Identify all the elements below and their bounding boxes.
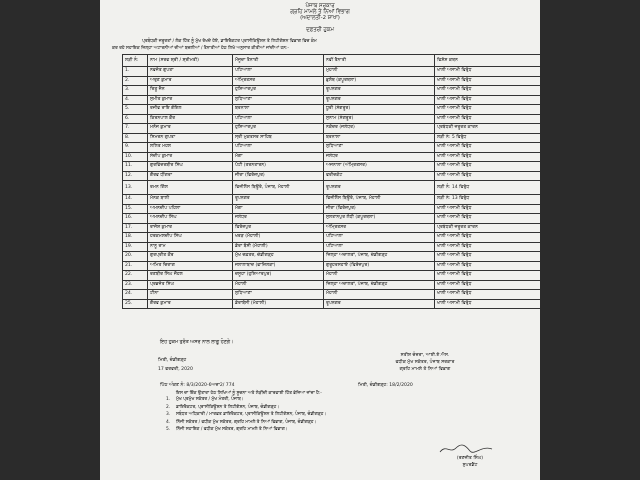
signatory-name: ਸਤੀਸ਼ ਚੰਦਰਾ, ਆਈ.ਏ.ਐਸ. — [400, 353, 450, 358]
cell-name: ਰਿਤੂ ਜੈਨ — [148, 86, 233, 96]
cell-name: ਅਮਨਦੀਪ ਪਹਿਲਾ — [148, 204, 233, 214]
document-page — [100, 0, 540, 480]
cell-new-posting: ਮੋਹਾਲੀ — [324, 271, 435, 281]
place-date-block — [158, 356, 193, 374]
cell-new-posting: ਨਕੋਦਰ (ਜਲੰਧਰ) — [324, 124, 435, 134]
list-item-number: 1. — [166, 397, 171, 402]
cell-remarks: ਪ੍ਰਬੰਧਕੀ ਜਰੂਰਤ ਕਾਰਨ — [435, 124, 541, 134]
cell-name: ਟੀਨਾ — [148, 290, 233, 300]
cell-new-posting: ਜਿਲ੍ਹਾ ਅਦਾਲਤਾਂ, ਪੰਜਾਬ, ਚੰਡੀਗੜ੍ਹ — [324, 252, 435, 262]
table-row — [123, 252, 541, 262]
cell-new-posting: ਅੰਮ੍ਰਿਤਸਰ — [324, 223, 435, 233]
table-header-row — [123, 55, 541, 67]
cell-current-posting: ਰੂਪਨਗਰ — [233, 195, 324, 205]
department-title: ਗ੍ਰਹਿ ਮਾਮਲੇ ਤੇ ਨਿਆਂ ਵਿਭਾਗ — [290, 9, 350, 15]
cell-serial: 16. — [123, 214, 148, 224]
order-note: ਇਹ ਹੁਕਮ ਤੁਰੰਤ ਅਸਰ ਨਾਲ ਲਾਗੂ ਹੋਣਗੇ। — [160, 340, 234, 345]
cell-name: ਸਿਮਰਨ ਗੁਪਤਾ — [148, 133, 233, 143]
order-heading: ਦਫ਼ਤਰੀ ਹੁਕਮ — [306, 27, 334, 33]
list-item-text: ਸਬੰਧਤ ਅਧਿਕਾਰੀ / ਮਾਰਫ਼ਤ ਡਾਇਰੈਕਟਰ, ਪ੍ਰਾਸੀਕਿਊਸ਼ਨ ਤੇ ਲਿਟੀਗੇਸ਼ਨ, ਪੰਜਾਬ, ਚੰਡੀਗੜ੍ਹ। — [176, 412, 327, 417]
table-row — [123, 86, 541, 96]
cell-remarks: ਖਾਲੀ ਅਸਾਮੀ ਵਿਰੁੱਧ — [435, 143, 541, 153]
cell-name: ਰਣਬੀਰ ਸਿੰਘ ਜੌਹਲ — [148, 271, 233, 281]
cell-name: ਨਾਨੂ ਰਾਮ — [148, 242, 233, 252]
cell-current-posting: ਹੁਸ਼ਿਆਰਪੁਰ — [233, 124, 324, 134]
cell-serial: 19. — [123, 242, 148, 252]
cell-current-posting: ਮੋਹਾਲੀ — [233, 280, 324, 290]
cell-remarks: ਖਾਲੀ ਅਸਾਮੀ ਵਿਰੁੱਧ — [435, 76, 541, 86]
cell-remarks: ਖਾਲੀ ਅਸਾਮੀ ਵਿਰੁੱਧ — [435, 204, 541, 214]
cell-current-posting: ਹੁਸ਼ਿਆਰਪੁਰ — [233, 86, 324, 96]
header-remarks: ਵਿਸ਼ੇਸ਼ ਕਥਨ — [435, 55, 541, 67]
table-row — [123, 195, 541, 205]
cell-remarks: ਖਾਲੀ ਅਸਾਮੀ ਵਿਰੁੱਧ — [435, 299, 541, 309]
cell-current-posting: ਮੋਗਾ — [233, 204, 324, 214]
header-current-posting: ਮੌਜੂਦਾ ਤੈਨਾਤੀ — [233, 55, 324, 67]
cell-remarks: ਖਾਲੀ ਅਸਾਮੀ ਵਿਰੁੱਧ — [435, 280, 541, 290]
cell-name: ਸੰਦੀਪ ਕੁਮਾਰ — [148, 152, 233, 162]
cell-serial: 8. — [123, 133, 148, 143]
table-row — [123, 114, 541, 124]
intro-paragraph — [112, 38, 528, 52]
cell-serial: 21. — [123, 261, 148, 271]
cell-new-posting: ਅਜਨਾਲਾ (ਅੰਮ੍ਰਿਤਸਰ) — [324, 162, 435, 172]
cell-serial: 13. — [123, 181, 148, 195]
cell-name: ਅਮਨਦੀਪ ਸਿੰਘ — [148, 214, 233, 224]
list-item — [166, 426, 326, 434]
table-row — [123, 214, 541, 224]
table-row — [123, 143, 541, 153]
superintendent-block — [430, 455, 510, 469]
cell-remarks: ਖਾਲੀ ਅਸਾਮੀ ਵਿਰੁੱਧ — [435, 95, 541, 105]
cell-name: ਪ੍ਰਭਜੋਤ ਸਿੰਘ — [148, 280, 233, 290]
cell-remarks: ਖਾਲੀ ਅਸਾਮੀ ਵਿਰੁੱਧ — [435, 86, 541, 96]
cell-remarks: ਖਾਲੀ ਅਸਾਮੀ ਵਿਰੁੱਧ — [435, 162, 541, 172]
table-row — [123, 299, 541, 309]
endorsement-date: ਮਿਤੀ, ਚੰਡੀਗੜ੍ਹ: 18/2/2020 — [358, 383, 413, 388]
cell-name: ਰਜੀਵ ਰਾਇ ਗੋਇਲ — [148, 105, 233, 115]
cell-name: ਗੌਰਵ ਧੀਂਗਰਾ — [148, 171, 233, 181]
copy-intro: ਇਸ ਦਾ ਇੱਕ ਉਤਾਰਾ ਹੇਠ ਲਿਖਿਆਂ ਨੂੰ ਸੂਚਨਾ ਅਤੇ ਲੋੜੀਂਦੀ ਕਾਰਵਾਈ ਹਿੱਤ ਭੇਜਿਆ ਜਾਂਦਾ ਹੈ:- — [176, 391, 322, 396]
list-item-text: ਨਿੱਜੀ ਸਕੱਤਰ / ਵਧੀਕ ਮੁੱਖ ਸਕੱਤਰ, ਗ੍ਰਹਿ ਮਾਮਲੇ ਤੇ ਨਿਆਂ ਵਿਭਾਗ, ਪੰਜਾਬ, ਚੰਡੀਗੜ੍ਹ। — [176, 419, 317, 425]
header-new-posting: ਨਵੀਂ ਤੈਨਾਤੀ — [324, 55, 435, 67]
branch-title: (ਅਦਾਲਤੀ-2 ਸ਼ਾਖਾ) — [300, 15, 340, 21]
table-row — [123, 204, 541, 214]
cell-remarks: ਖਾਲੀ ਅਸਾਮੀ ਵਿਰੁੱਧ — [435, 252, 541, 262]
order-date: 17 ਫਰਵਰੀ, 2020 — [158, 367, 193, 372]
cell-serial: 9. — [123, 143, 148, 153]
cell-serial: 23. — [123, 280, 148, 290]
cell-name: ਰਾਜੇਸ਼ ਕੁਮਾਰ — [148, 223, 233, 233]
cell-current-posting: ਸ੍ਰੀ ਮੁਕਤਸਰ ਸਾਹਿਬ — [233, 133, 324, 143]
cell-serial: 4. — [123, 95, 148, 105]
table-row — [123, 152, 541, 162]
cell-new-posting: ਬਰਨਾਲਾ — [324, 133, 435, 143]
cell-name: ਅਮਿਤ ਚਿਰਾਗ — [148, 261, 233, 271]
list-item-text: ਡਾਇਰੈਕਟਰ, ਪ੍ਰਾਸੀਕਿਊਸ਼ਨ ਤੇ ਲਿਟੀਗੇਸ਼ਨ, ਪੰਜਾਬ, ਚੰਡੀਗੜ੍ਹ। — [176, 404, 280, 410]
cell-new-posting: ਸੁਲਤਾਨਪੁਰ ਲੋਧੀ (ਕਪੂਰਥਲਾ) — [324, 214, 435, 224]
cell-new-posting: ਵਿਜੀਲੈਂਸ ਬਿਊਰੋ, ਪੰਜਾਬ, ਮੋਹਾਲੀ — [324, 195, 435, 205]
table-row — [123, 233, 541, 243]
cell-new-posting: ਭੁਲੱਥ (ਕਪੂਰਥਲਾ) — [324, 76, 435, 86]
cell-name: ਗੁਰਪ੍ਰੀਤ ਕੌਰ — [148, 252, 233, 262]
cell-remarks: ਖਾਲੀ ਅਸਾਮੀ ਵਿਰੁੱਧ — [435, 261, 541, 271]
table-row — [123, 162, 541, 172]
cell-new-posting: ਪਟਿਆਲਾ — [324, 233, 435, 243]
place: ਮਿਤੀ, ਚੰਡੀਗੜ੍ਹ — [158, 358, 187, 363]
cell-name: ਕਿਰਨਪਾਲ ਕੌਰ — [148, 114, 233, 124]
list-item-number: 4. — [166, 419, 171, 425]
govt-title: ਪੰਜਾਬ ਸਰਕਾਰ — [305, 3, 335, 9]
cell-name: ਸੁਮੀਤ ਕੁਮਾਰ — [148, 95, 233, 105]
cell-current-posting: ਡੇਰਾ ਬੱਸੀ (ਮੋਹਾਲੀ) — [233, 242, 324, 252]
cell-new-posting: ਧੂਰੀ (ਸੰਗਰੂਰ) — [324, 105, 435, 115]
cell-current-posting: ਡੇਰਾਬੱਸੀ (ਮੋਹਾਲੀ) — [233, 299, 324, 309]
header-name: ਨਾਮ (ਸਰਵ ਸ਼੍ਰੀ / ਸ਼੍ਰੀਮਤੀ) — [148, 55, 233, 67]
list-item-number: 2. — [166, 404, 171, 410]
cell-new-posting: ਲੁਧਿਆਣਾ — [324, 143, 435, 153]
cell-serial: 6. — [123, 114, 148, 124]
list-item — [166, 404, 326, 412]
cell-remarks: ਲੜੀ ਨੰ: 13 ਵਿਰੁੱਧ — [435, 195, 541, 205]
cell-remarks: ਖਾਲੀ ਅਸਾਮੀ ਵਿਰੁੱਧ — [435, 271, 541, 281]
table-row — [123, 133, 541, 143]
cell-remarks: ਖਾਲੀ ਅਸਾਮੀ ਵਿਰੁੱਧ — [435, 114, 541, 124]
cell-current-posting: ਖਰੜ (ਮੋਹਾਲੀ) — [233, 233, 324, 243]
cell-name: ਰਮਨ ਗਿੱਲ — [148, 181, 233, 195]
cell-current-posting: ਅੰਮ੍ਰਿਤਸਰ — [233, 76, 324, 86]
cell-new-posting: ਜਲੰਧਰ — [324, 152, 435, 162]
list-item-number: 3. — [166, 412, 171, 417]
cell-serial: 3. — [123, 86, 148, 96]
cell-new-posting: ਪਟਿਆਲਾ — [324, 242, 435, 252]
table-row — [123, 95, 541, 105]
cell-serial: 14. — [123, 195, 148, 205]
transfer-table — [122, 54, 540, 309]
table-row — [123, 280, 541, 290]
table-row — [123, 171, 541, 181]
table-row — [123, 76, 541, 86]
table-row — [123, 181, 541, 195]
cell-remarks: ਖਾਲੀ ਅਸਾਮੀ ਵਿਰੁੱਧ — [435, 233, 541, 243]
cell-current-posting: ਪਟਿਆਲਾ — [233, 114, 324, 124]
cell-remarks: ਪ੍ਰਬੰਧਕੀ ਜਰੂਰਤ ਕਾਰਨ — [435, 223, 541, 233]
cell-serial: 15. — [123, 204, 148, 214]
cell-serial: 25. — [123, 299, 148, 309]
cell-current-posting: ਪਟਿਆਲਾ — [233, 143, 324, 153]
cell-new-posting: ਗੁਰੂਹਰਸਹਾਏ (ਫਿਰੋਜ਼ਪੁਰ) — [324, 261, 435, 271]
cell-serial: 1. — [123, 67, 148, 77]
cell-remarks: ਖਾਲੀ ਅਸਾਮੀ ਵਿਰੁੱਧ — [435, 67, 541, 77]
list-item — [166, 419, 326, 427]
cell-name: ਗੌਰਵ ਕੁਮਾਰ — [148, 299, 233, 309]
cell-current-posting: ਪੱਟੀ (ਤਰਨਤਾਰਨ) — [233, 162, 324, 172]
cell-remarks: ਖਾਲੀ ਅਸਾਮੀ ਵਿਰੁੱਧ — [435, 152, 541, 162]
cell-current-posting: ਲੁਧਿਆਣਾ — [233, 95, 324, 105]
cell-remarks: ਲੜੀ ਨੰ: 14 ਵਿਰੁੱਧ — [435, 181, 541, 195]
cell-new-posting: ਰੂਪਨਗਰ — [324, 299, 435, 309]
cell-new-posting: ਜੀਰਾ (ਫਿਰੋਜ਼ਪੁਰ) — [324, 204, 435, 214]
cell-serial: 20. — [123, 252, 148, 262]
cell-remarks: ਖਾਲੀ ਅਸਾਮੀ ਵਿਰੁੱਧ — [435, 214, 541, 224]
cell-remarks: ਖਾਲੀ ਅਸਾਮੀ ਵਿਰੁੱਧ — [435, 105, 541, 115]
endorsement-number: ਪਿੱਠ ਅੰਕਣ ਨੰ: 8/3/2020-6ਅਦਾ2/ 774 — [160, 383, 235, 388]
cell-serial: 11. — [123, 162, 148, 172]
cell-serial: 5. — [123, 105, 148, 115]
cell-current-posting: ਲੁਧਿਆਣਾ — [233, 290, 324, 300]
cell-serial: 10. — [123, 152, 148, 162]
cell-current-posting: ਮੁੱਖ ਦਫ਼ਤਰ, ਚੰਡੀਗੜ੍ਹ — [233, 252, 324, 262]
cell-new-posting: ਸੁਨਾਮ (ਸੰਗਰੂਰ) — [324, 114, 435, 124]
table-row — [123, 223, 541, 233]
signatory-block — [350, 352, 500, 373]
cell-remarks: ਖਾਲੀ ਅਸਾਮੀ ਵਿਰੁੱਧ — [435, 171, 541, 181]
cell-serial: 18. — [123, 233, 148, 243]
table-row — [123, 242, 541, 252]
cell-serial: 2. — [123, 76, 148, 86]
cell-remarks: ਖਾਲੀ ਅਸਾਮੀ ਵਿਰੁੱਧ — [435, 290, 541, 300]
cell-current-posting: ਵਿਜੀਲੈਂਸ ਬਿਊਰੋ, ਪੰਜਾਬ, ਮੋਹਾਲੀ — [233, 181, 324, 195]
cell-current-posting: ਜਲੰਧਰ — [233, 214, 324, 224]
list-item-text: ਨਿੱਜੀ ਸਹਾਇਕ / ਵਧੀਕ ਮੁੱਖ ਸਕੱਤਰ, ਗ੍ਰਹਿ ਮਾਮਲੇ ਤੇ ਨਿਆਂ ਵਿਭਾਗ। — [176, 427, 288, 432]
cell-name: ਨਵਜੋਤ ਗੁਪਤਾ — [148, 67, 233, 77]
cell-serial: 24. — [123, 290, 148, 300]
cell-current-posting: ਬਰਨਾਲਾ — [233, 105, 324, 115]
cell-name: ਅਰੁਣ ਕੁਮਾਰ — [148, 76, 233, 86]
table-row — [123, 261, 541, 271]
cell-serial: 22. — [123, 271, 148, 281]
cell-serial: 12. — [123, 171, 148, 181]
cell-name: ਲਲਿਤ ਮਹਲ — [148, 143, 233, 153]
cell-current-posting: ਜਲਾਲਾਬਾਦ (ਫਾਜ਼ਿਲਕਾ) — [233, 261, 324, 271]
superintendent-designation: ਸੁਪਰਡੈਂਟ — [462, 463, 478, 468]
list-item-text: ਮੁੱਖ ਪ੍ਰਮੁੱਖ ਸਕੱਤਰ / ਮੁੱਖ ਮੰਤਰੀ, ਪੰਜਾਬ। — [176, 397, 244, 402]
list-item — [166, 396, 326, 404]
cell-remarks: ਲੜੀ ਨੰ: 5 ਵਿਰੁੱਧ — [435, 133, 541, 143]
cell-name: ਗੁਰਵਿੰਦਰਬੀਰ ਸਿੰਘ — [148, 162, 233, 172]
intro-line: ਕਰ ਰਹੇ ਸਹਾਇਕ ਜਿਲ੍ਹਾ ਅਟਾਰਨੀਆਂ ਦੀਆਂ ਬਦਲੀਆਂ / ਤੈਨਾਤੀਆਂ ਹੇਠ ਲਿਖੇ ਅਨੁਸਾਰ ਕੀਤੀਆਂ ਜਾਂਦੀਆਂ ਹਨ:- — [112, 46, 289, 51]
table-row — [123, 124, 541, 134]
table-row — [123, 290, 541, 300]
cell-serial: 7. — [123, 124, 148, 134]
cell-current-posting: ਜੀਰਾ (ਫਿਰੋਜ਼ਪੁਰ) — [233, 171, 324, 181]
table-row — [123, 67, 541, 77]
cell-new-posting: ਮੁਹਾਲੀ — [324, 67, 435, 77]
table-body — [123, 67, 541, 309]
cell-name: ਹਰਕਮਲਦੀਪ ਸਿੰਘ — [148, 233, 233, 243]
cell-remarks: ਖਾਲੀ ਅਸਾਮੀ ਵਿਰੁੱਧ — [435, 242, 541, 252]
cell-new-posting: ਜਿਲ੍ਹਾ ਅਦਾਲਤਾਂ, ਪੰਜਾਬ, ਚੰਡੀਗੜ੍ਹ — [324, 280, 435, 290]
cell-new-posting: ਰੂਪਨਗਰ — [324, 86, 435, 96]
cell-new-posting: ਫਰੀਦਕੋਟ — [324, 171, 435, 181]
cell-new-posting: ਰੂਪਨਗਰ — [324, 181, 435, 195]
handwritten-signature — [436, 442, 496, 456]
copy-list — [166, 396, 326, 434]
table-row — [123, 105, 541, 115]
cell-current-posting: ਫਿਰੋਜ਼ਪੁਰ — [233, 223, 324, 233]
signatory-designation: ਵਧੀਕ ਮੁੱਖ ਸਕੱਤਰ, ਪੰਜਾਬ ਸਰਕਾਰ — [395, 360, 455, 365]
cell-current-posting: ਮੋਗਾ — [233, 152, 324, 162]
cell-new-posting: ਮੋਹਾਲੀ — [324, 290, 435, 300]
cell-new-posting: ਰੂਪਨਗਰ — [324, 95, 435, 105]
cell-name: ਮੋਨਕ ਬਾਲੀ — [148, 195, 233, 205]
cell-current-posting: ਪਟਿਆਲਾ — [233, 67, 324, 77]
cell-name: ਮਨੋਜ ਕੁਮਾਰ — [148, 124, 233, 134]
intro-line: ਪ੍ਰਬੰਧਕੀ ਜਰੂਰਤਾਂ / ਲੋਕ ਹਿੱਤ ਨੂੰ ਮੁੱਖ ਰੱਖਦੇ ਹੋਏ, ਡਾਇਰੈਕਟਰ ਪ੍ਰਾਸੀਕਿਊਸ਼ਨ ਤੇ ਲਿਟੀਗੇਸ਼ਨ ਵਿਭਾਗ ਵਿਚ ਕੰਮ — [142, 39, 317, 44]
cell-current-posting: ਦਸੂਹਾ (ਹੁਸ਼ਿਆਰਪੁਰ) — [233, 271, 324, 281]
header-serial: ਲੜੀ ਨੰ: — [123, 55, 148, 67]
superintendent-name: (ਰਣਜੀਤ ਸਿੰਘ) — [456, 456, 484, 461]
signatory-department: ਗ੍ਰਹਿ ਮਾਮਲੇ ਤੇ ਨਿਆਂ ਵਿਭਾਗ — [399, 367, 451, 372]
table-row — [123, 271, 541, 281]
list-item-number: 5. — [166, 427, 171, 432]
list-item — [166, 411, 326, 419]
cell-serial: 17. — [123, 223, 148, 233]
